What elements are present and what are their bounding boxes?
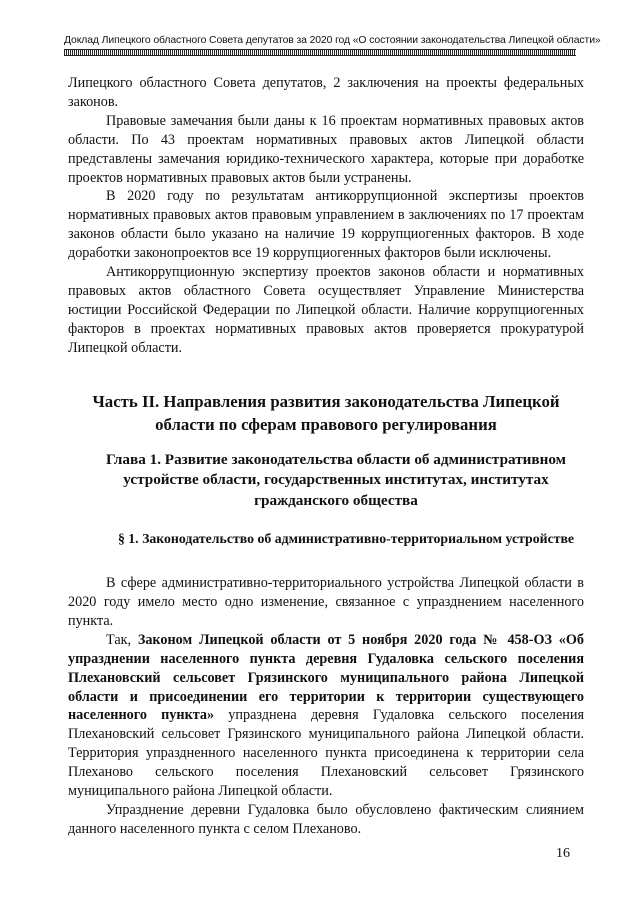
running-header: Доклад Липецкого областного Совета депутатов за 2020 год «О состоянии законодательства Липецкой области» (64, 35, 601, 46)
paragraph: Липецкого областного Совета депутатов, 2 заключения на проекты федеральных законов. (68, 75, 584, 110)
header-divider (64, 49, 576, 56)
spacer (68, 548, 584, 574)
chapter-heading: Глава 1. Развитие законодательства области об административном устройстве области, государственных институтах, институтах гражданского общества (105, 450, 567, 509)
paragraph-lead: Так, (106, 631, 138, 648)
paragraph (68, 631, 584, 801)
paragraph: Антикоррупционную экспертизу проектов законов области и нормативных правовых актов областного Совета осуществляет Управление Министерства юстиции Российской Федерации по Липецкой области. Наличие коррупциогенных факторов в проектах нормативных правовых актов проверяется прокуратурой Липецкой области. (68, 264, 584, 356)
page-body (68, 74, 584, 839)
law-reference: Законом Липецкой области от 5 ноября 2020 года № 458-ОЗ «Об упразднении населенного пункта деревня Гудаловка сельского поселения Плехановский сельсовет Грязинского муниципального района Липецкой области и присоединении его территории к территории существующего населенного пункта» (68, 631, 584, 724)
paragraph: Упразднение деревни Гудаловка было обусловлено фактическим слиянием данного населенного пункта с селом Плеханово. (68, 801, 584, 837)
paragraph: Правовые замечания были даны к 16 проектам нормативных правовых актов области. По 43 проектам нормативных правовых актов Липецкой области представлены замечания юридико-технического характера, которые при доработке проектов нормативных правовых актов были устранены. (68, 112, 584, 186)
paragraph: В 2020 году по результатам антикоррупционной экспертизы проектов нормативных правовых актов правовым управлением в заключениях по 17 проектам законов области было указано на наличие 19 коррупциогенных факторов. В ходе доработки законопроектов все 19 коррупциогенных факторов были исключены. (68, 188, 584, 262)
paragraph-tail: упразднена деревня Гудаловка сельского поселения Плехановский сельсовет Грязинского муниципального района Липецкой области. Территория упраздненного населенного пункта присоединена к территории села Плеханово сельского поселения Плехановский сельсовет Грязинского муниципального района Липецкой области. (68, 707, 584, 800)
part-heading: Часть II. Направления развития законодательства Липецкой области по сферам правового регулирования (92, 391, 560, 434)
paragraph: В сфере административно-территориального устройства Липецкой области в 2020 году имело место одно изменение, связанное с упразднением населенного пункта. (68, 575, 584, 629)
section-heading: § 1. Законодательство об административно-территориальном устройстве (117, 531, 575, 547)
page-number: 16 (556, 846, 570, 861)
